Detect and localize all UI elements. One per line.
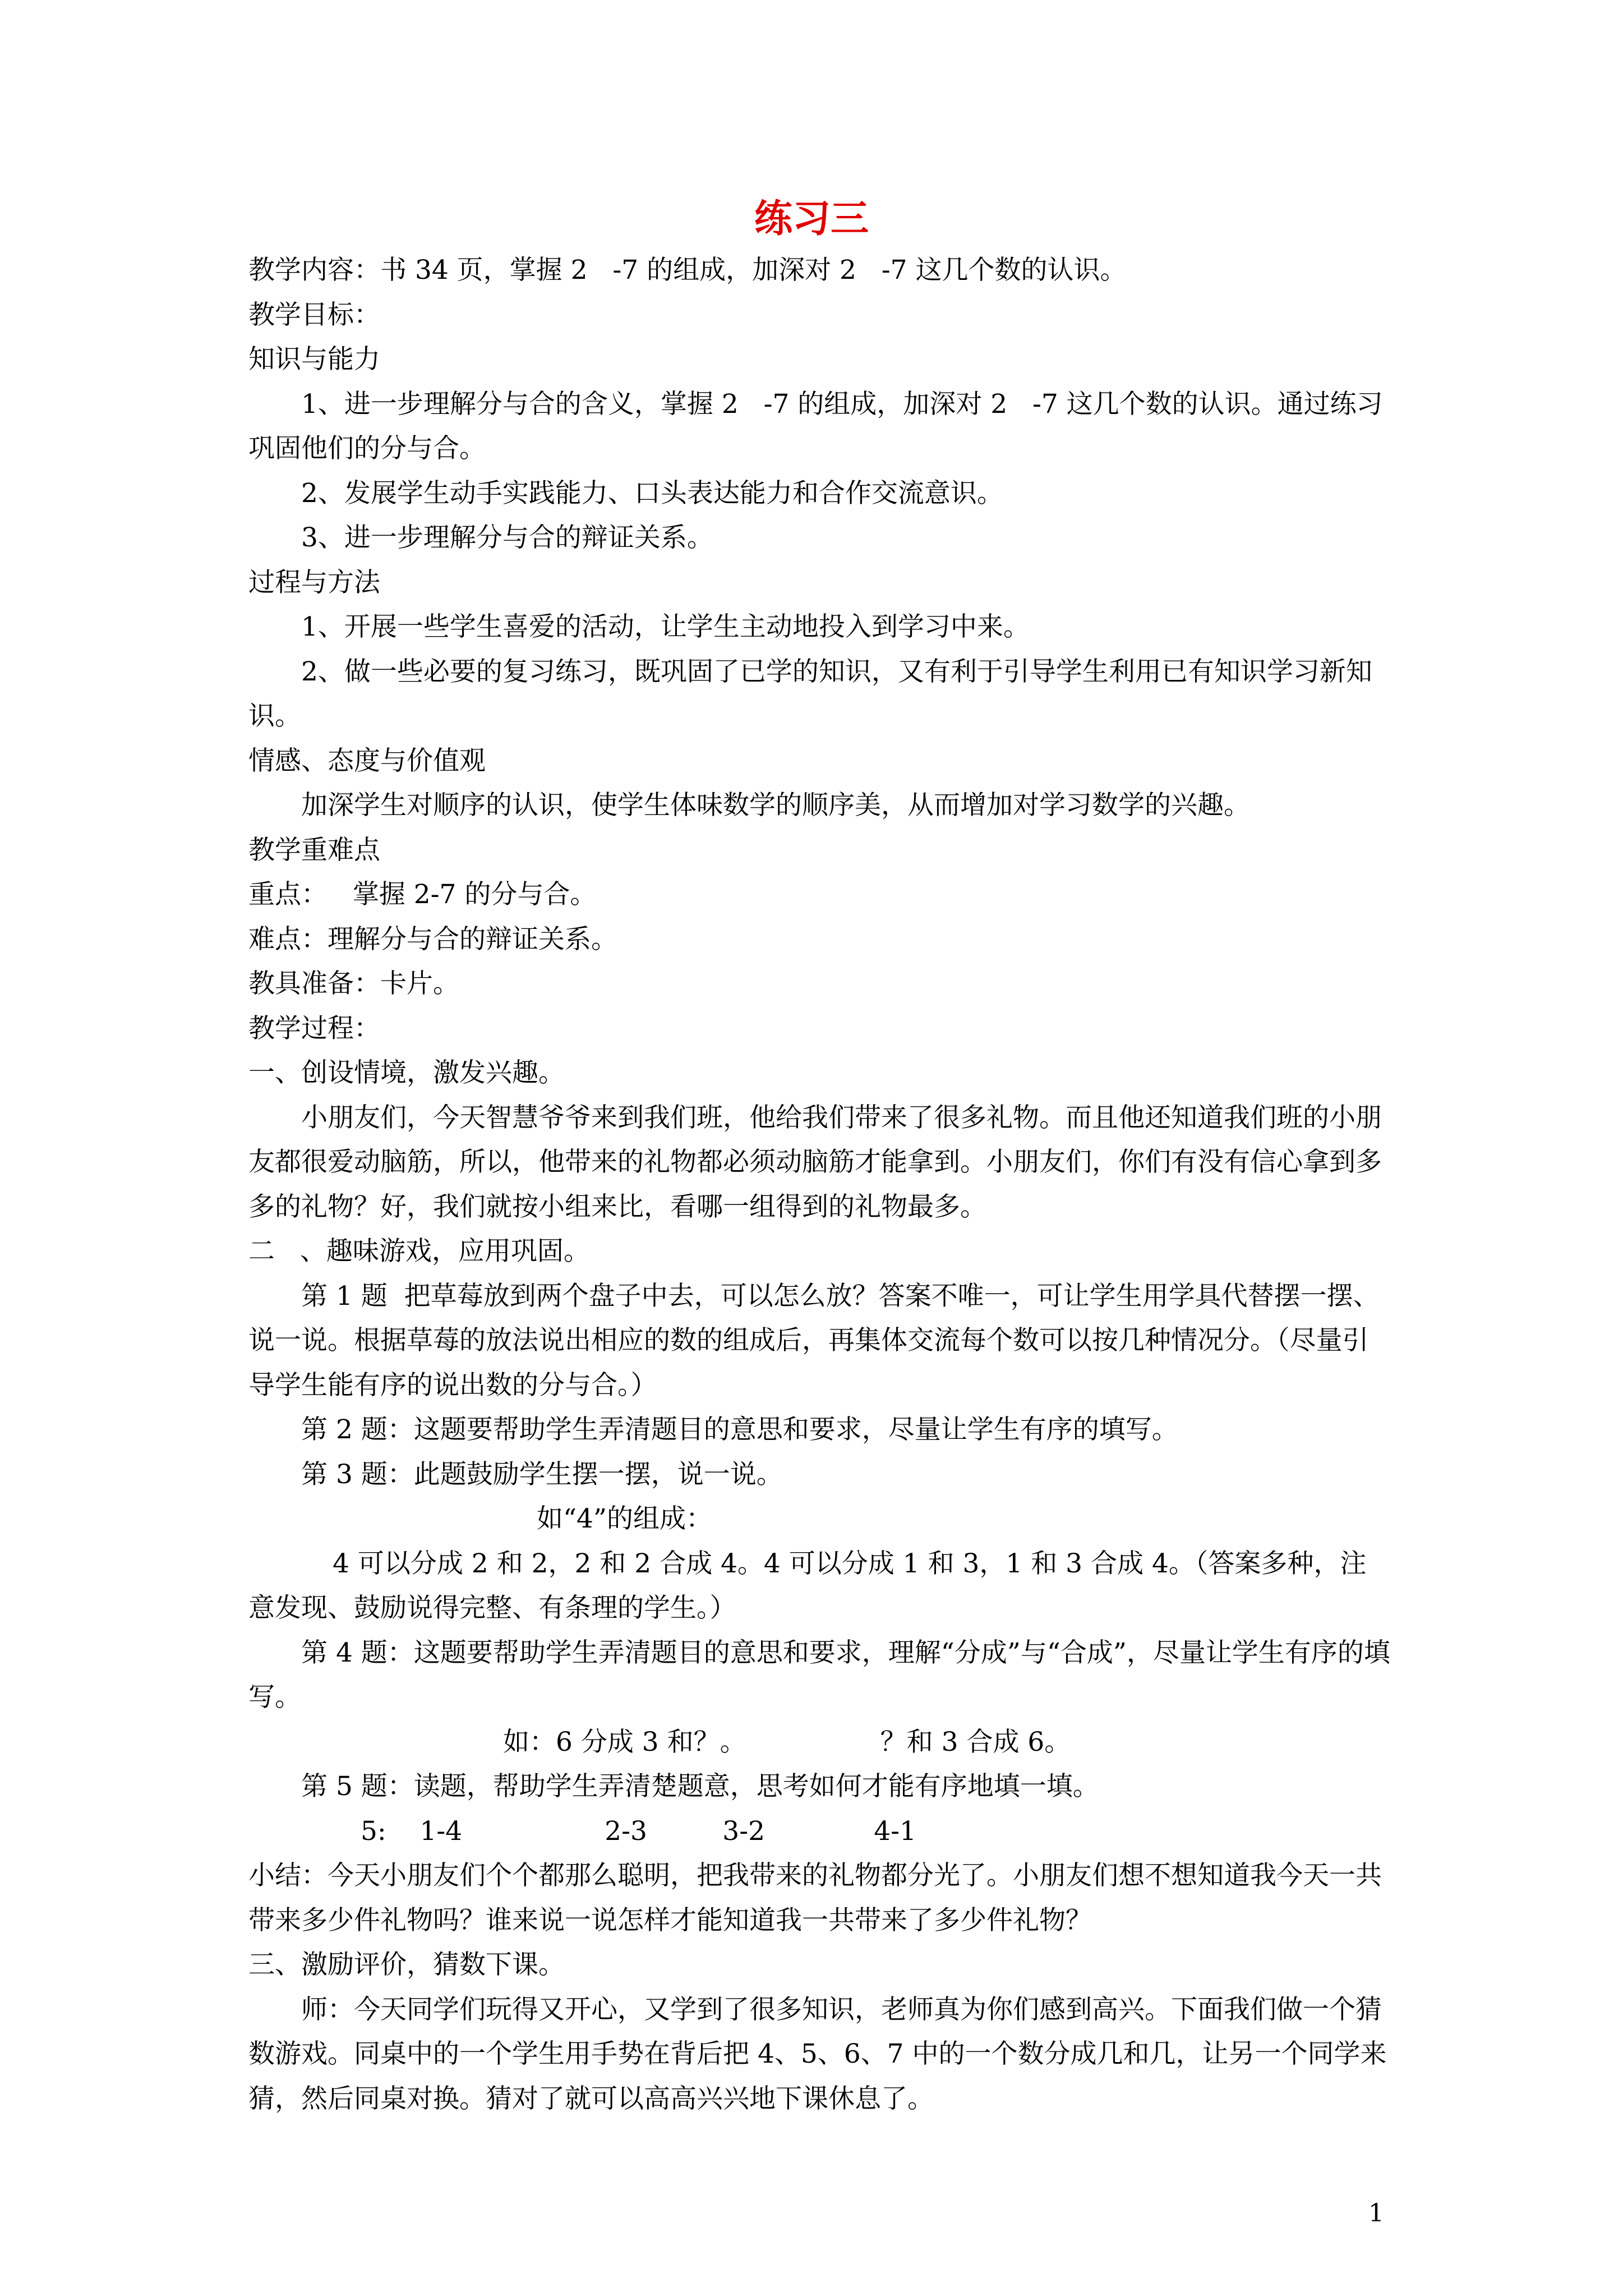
paragraph: 1、开展一些学生喜爱的活动，让学生主动地投入到学习中来。 <box>301 611 1030 642</box>
document-body <box>248 248 1393 2121</box>
page-number: 1 <box>1368 2199 1384 2228</box>
section-heading: 知识与能力 <box>248 344 380 375</box>
paragraph: 5: 1-4 2-3 3-2 4-1 <box>361 1815 916 1847</box>
section-heading: 情感、态度与价值观 <box>248 745 486 776</box>
paragraph: 第 5 题：读题，帮助学生弄清楚题意，思考如何才能有序地填一填。 <box>301 1771 1099 1802</box>
paragraph: 教学内容：书 34 页，掌握 2 -7 的组成，加深对 2 -7 这几个数的认识。 <box>248 255 1127 286</box>
section-heading: 二 、趣味游戏，应用巩固。 <box>248 1236 590 1267</box>
section-heading: 三、激励评价，猜数下课。 <box>248 1949 565 1980</box>
paragraph: 1、进一步理解分与合的含义，掌握 2 -7 的组成，加深对 2 -7 这几个数的认识。通过练习巩固他们的分与合。 <box>248 388 1383 464</box>
paragraph: 第 4 题：这题要帮助学生弄清题目的意思和要求，理解“分成”与“合成”，尽量让学生有序的填写。 <box>248 1637 1390 1713</box>
paragraph: 教学目标： <box>248 299 380 330</box>
section-heading: 教学重难点 <box>248 834 380 866</box>
paragraph: 加深学生对顺序的认识，使学生体味数学的顺序美，从而增加对学习数学的兴趣。 <box>301 790 1250 821</box>
paragraph: 教具准备：卡片。 <box>248 968 459 999</box>
paragraph: 小朋友们，今天智慧爷爷来到我们班，他给我们带来了很多礼物。而且他还知道我们班的小朋友都很爱动脑筋，所以，他带来的礼物都必须动脑筋才能拿到。小朋友们，你们有没有信心拿到多多的礼物？好，我们就按小组来比，看哪一组得到的礼物最多。 <box>248 1102 1382 1222</box>
paragraph: 师：今天同学们玩得又开心，又学到了很多知识，老师真为你们感到高兴。下面我们做一个猜数游戏。同桌中的一个学生用手势在背后把 4、5、6、7 中的一个数分成几和几，让另一个同学来猜，然后同桌对换。猜对了就可以高高兴兴地下课休息了。 <box>248 1994 1387 2114</box>
paragraph: 第 2 题：这题要帮助学生弄清题目的意思和要求，尽量让学生有序的填写。 <box>301 1414 1178 1445</box>
paragraph: 2、发展学生动手实践能力、口头表达能力和合作交流意识。 <box>301 477 1003 509</box>
paragraph: 小结：今天小朋友们个个都那么聪明，把我带来的礼物都分光了。小朋友们想不想知道我今天一共带来多少件礼物吗？谁来说一说怎样才能知道我一共带来了多少件礼物？ <box>248 1860 1382 1936</box>
section-heading: 过程与方法 <box>248 567 380 598</box>
paragraph: 教学过程： <box>248 1013 380 1044</box>
paragraph: 如：6 分成 3 和？。 ？和 3 合成 6。 <box>503 1726 1071 1757</box>
paragraph: 难点：理解分与合的辩证关系。 <box>248 923 617 955</box>
document-title: 练习三 <box>754 196 869 241</box>
paragraph: 重点： 掌握 2-7 的分与合。 <box>248 879 597 910</box>
paragraph: 如“4”的组成： <box>537 1503 712 1534</box>
paragraph: 4 可以分成 2 和 2，2 和 2 合成 4。4 可以分成 1 和 3，1 和 3 合成 4。（答案多种，注意发现、鼓励说得完整、有条理的学生。） <box>248 1548 1367 1623</box>
paragraph: 3、进一步理解分与合的辩证关系。 <box>301 522 713 553</box>
paragraph: 第 3 题：此题鼓励学生摆一摆，说一说。 <box>301 1458 783 1490</box>
paragraph: 第 1 题 把草莓放到两个盘子中去，可以怎么放？答案不唯一，可让学生用学具代替摆一摆、说一说。根据草莓的放法说出相应的数的组成后，再集体交流每个数可以按几种情况分。（尽量引导学生能有序的说出数的分与合。） <box>248 1280 1380 1401</box>
section-heading: 一、创设情境，激发兴趣。 <box>248 1057 565 1088</box>
paragraph: 2、做一些必要的复习练习，既巩固了已学的知识，又有利于引导学生利用已有知识学习新知识。 <box>248 656 1372 731</box>
